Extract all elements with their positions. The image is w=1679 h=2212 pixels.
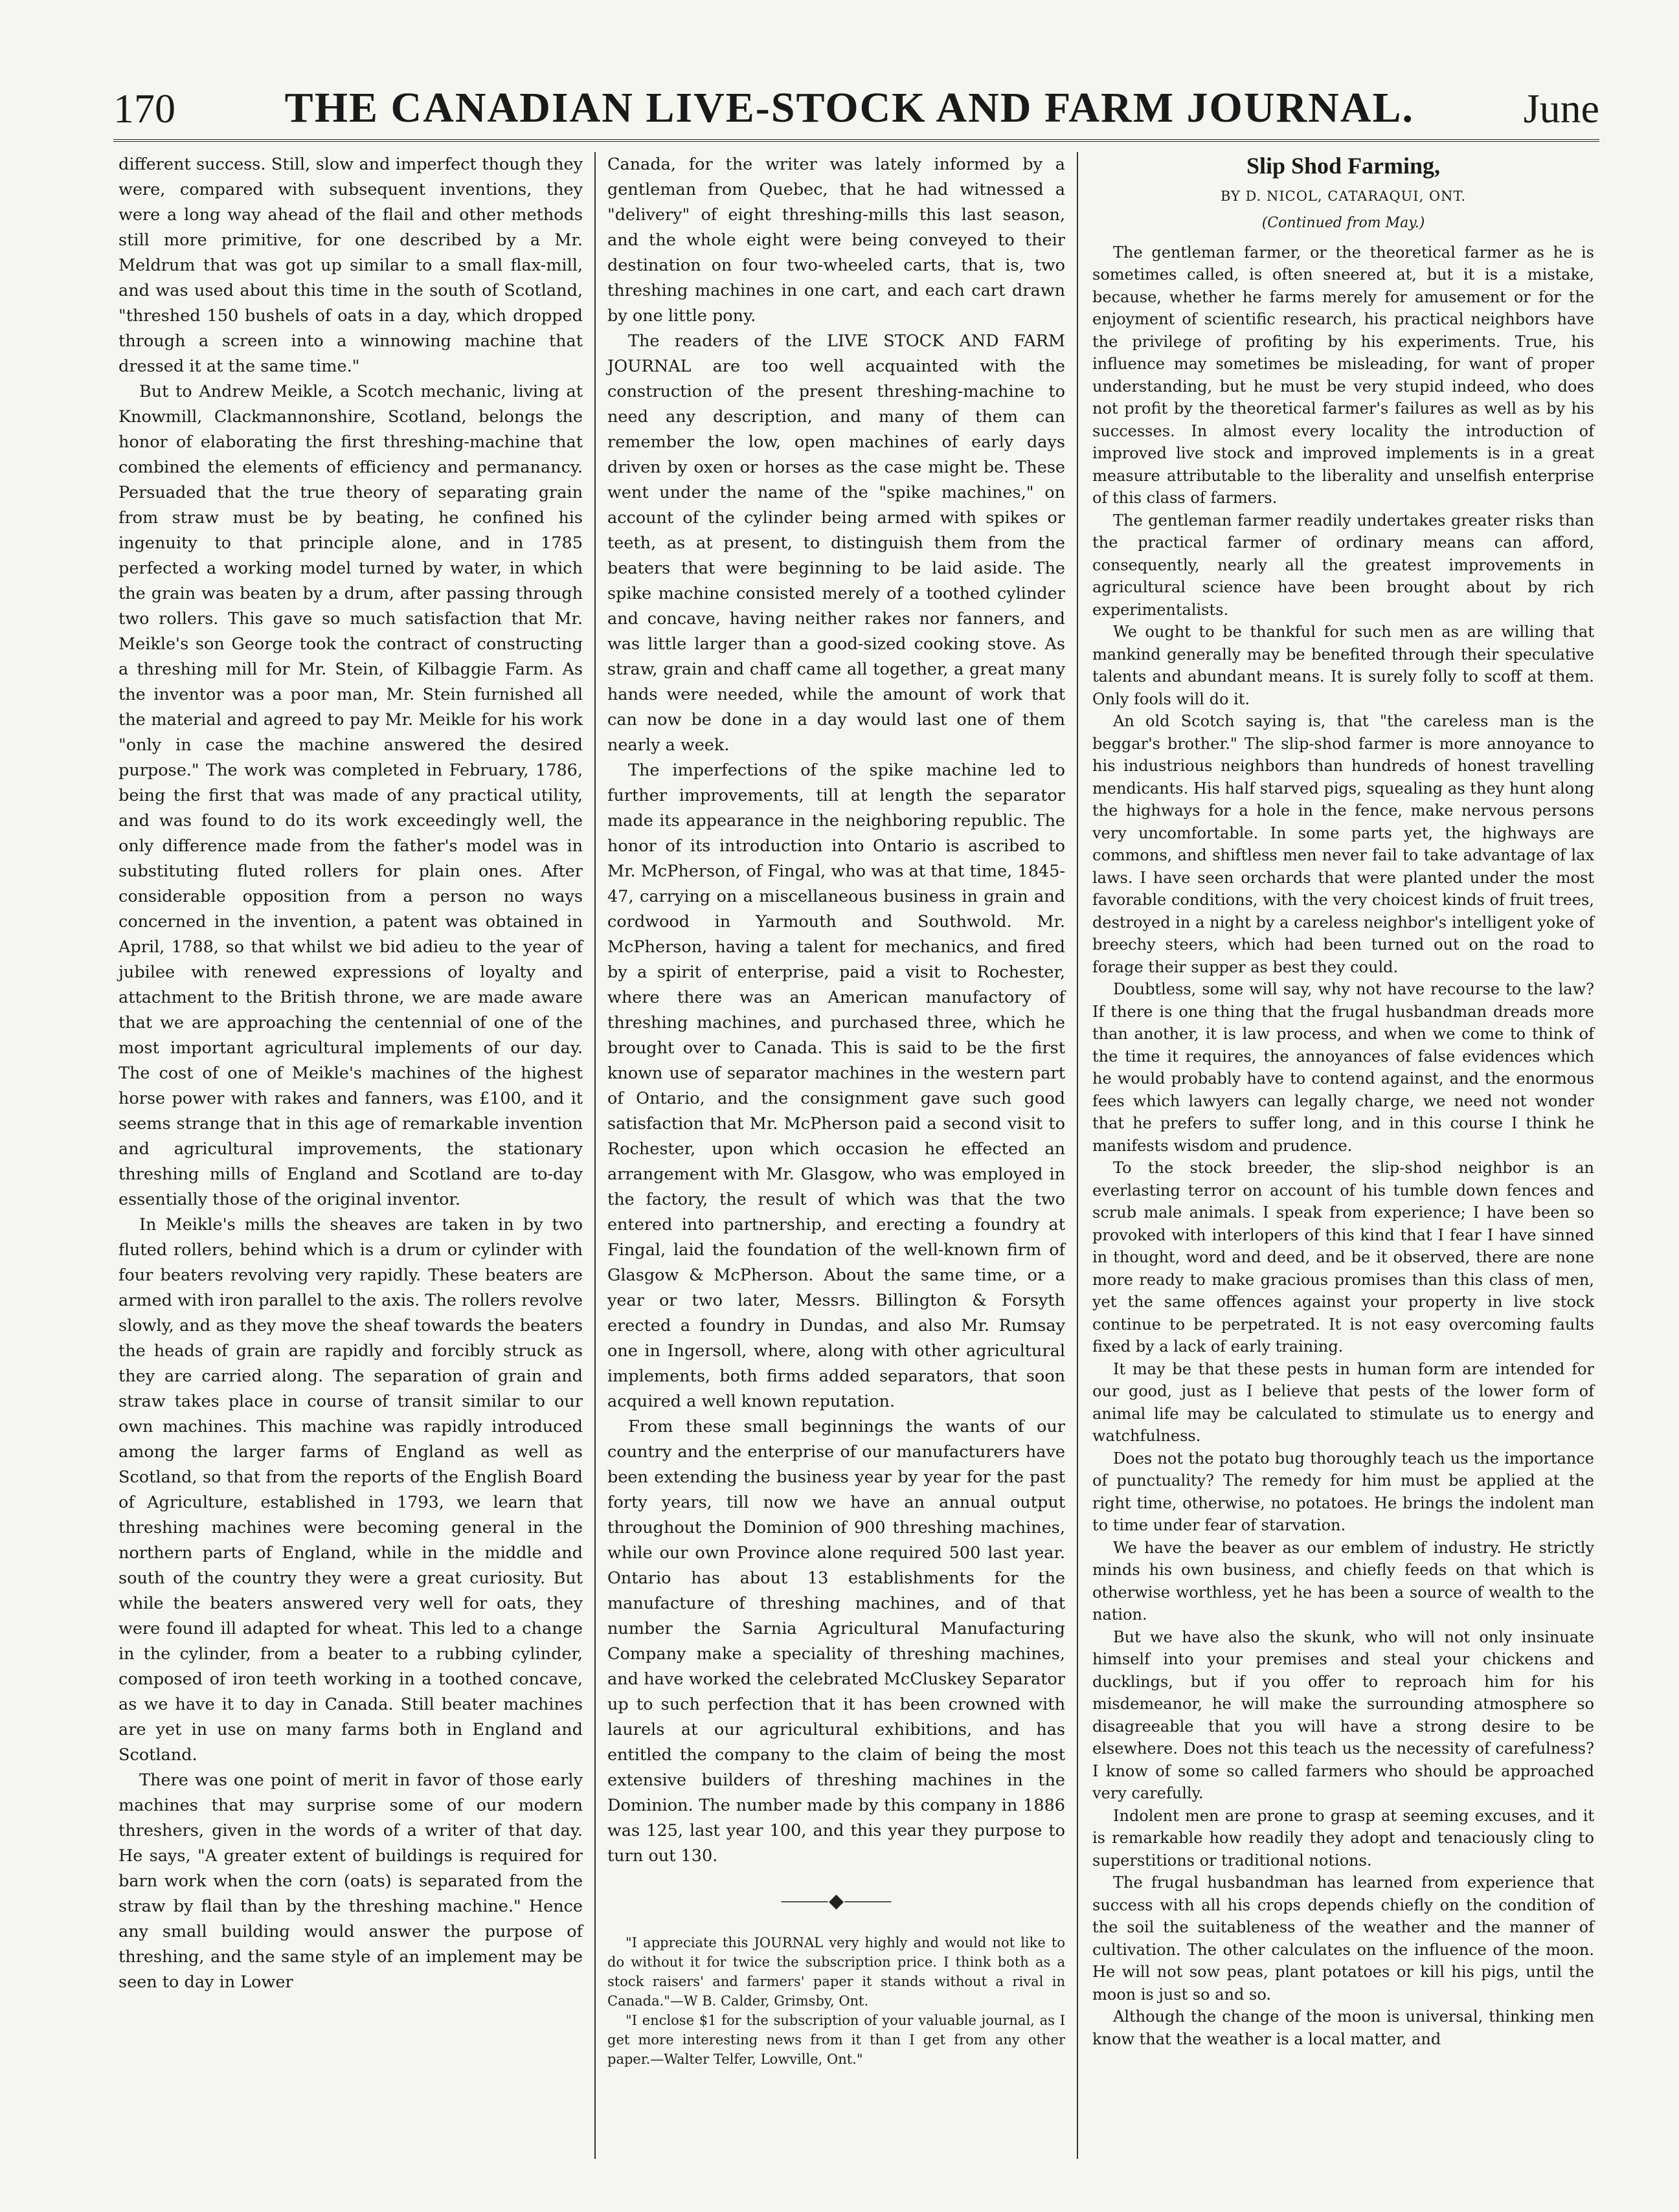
paragraph: Canada, for the writer was lately informed by a gentleman from Quebec, that he had witnessed a "delivery" of eight threshing-mills this last season, and the whole eight were being conveyed to their destination on four two-wheeled carts, that is, two threshing machines in one cart, and each cart drawn by one little pony. [607,155,1065,326]
paragraph: Doubtless, some will say, why not have recourse to the law? If there is one thing that the frugal husbandman dreads more than another, it is law process, and when we come to think of the time it requires, the annoyances of false evidences which he would probably have to contend against, and the enormous fees which lawyers can legally charge, we need not wonder that he prefers to suffer long, and in this course I think he manifests wisdom and prudence. [1092,980,1594,1155]
paragraph: In Meikle's mills the sheaves are taken in by two fluted rollers, behind which is a drum or cylinder with four beaters revolving very rapidly. These beaters are armed with iron parallel to the axis. The rollers revolve slowly, and as they move the sheaf towards the beaters the heads of grain are rapidly and forcibly struck as they are carried along. The separation of grain and straw takes place in course of transit similar to our own machines. This machine was rapidly introduced among the larger farms of England as well as Scotland, so that from the reports of the English Board of Agriculture, established in 1793, we learn that threshing machines were becoming general in the northern parts of England, while in the middle and south of the country they were a great curiosity. But while the beaters answered very well for oats, they were found ill adapted for wheat. This led to a change in the cylinder, from a beater to a rubbing cylinder, composed of iron teeth working in a toothed concave, as we have it to day in Canada. Still beater machines are yet in use on many farms both in England and Scotland. [118,1215,583,1765]
newspaper-page [113,61,1599,2165]
paragraph: The readers of the LIVE STOCK AND FARM JOURNAL are too well acquainted with the construction of the present threshing-machine to need any description, and many of them can remember the low, open machines of early days driven by oxen or horses as the case might be. These went under the name of the "spike machines," on account of the cylinder being armed with spikes or teeth, as at present, to distinguish them from the beaters that were beginning to be laid aside. The spike machine consisted merely of a toothed cylinder and concave, having neither rakes nor fanners, and was little larger than a good-sized cooking stove. As straw, grain and chaff came all together, a great many hands were needed, while the amount of work that can now be done in a day would last one of them nearly a week. [607,331,1065,755]
column-3 [1078,152,1599,2159]
paragraph: The frugal husbandman has learned from experience that success with all his crops depends chiefly on the condition of the soil the suitableness of the weather and the manner of cultivation. The other calculates on the influence of the moon. He will not sow peas, plant potatoes or kill his pigs, until the moon is just so and so. [1092,1873,1594,2004]
reader-notes [607,1933,1065,2069]
reader-note: "I enclose $1 for the subscription of your valuable journal, as I get more interesting news from it than I get from any other paper.—Walter Telfer, Lowville, Ont." [607,2013,1065,2067]
paragraph: It may be that these pests in human form are intended for our good, just as I believe that pests of the lower form of animal life may be calculated to stimulate us to energy and watchfulness. [1092,1359,1594,1445]
paragraph: To the stock breeder, the slip-shod neighbor is an everlasting terror on account of his tumble down fences and scrub male animals. I speak from experience; I have been so provoked with interlopers of this kind that I fear I have sinned in thought, word and deed, and be it observed, there are none more ready to make gracious promises than this class of men, yet the same offences against your property in live stock continue to be perpetrated. It is not easy overcoming faults fixed by a lack of early training. [1092,1159,1594,1356]
paragraph: The gentleman farmer, or the theoretical farmer as he is sometimes called, is often sneered at, but it is a mistake, because, whether he farms merely for amusement or for the enjoyment of scientific research, his practical neighbors have the privilege of profiting by his experiments. True, his influence may sometimes be misleading, for want of proper understanding, but he must be very stupid indeed, who does not profit by the theoretical farmer's failures as well as by his successes. In almost every locality the introduction of improved live stock and improved implements is in a great measure attributable to the liberality and unselfish enterprise of this class of farmers. [1092,243,1594,507]
paragraph: From these small beginnings the wants of our country and the enterprise of our manufacturers have been extending the business year by year for the past forty years, till now we have an annual output throughout the Dominion of 900 threshing machines, while our own Province alone required 500 last year. Ontario has about 13 establishments for the manufacture of threshing machines, and of that number the Sarnia Agricultural Manufacturing Company make a speciality of threshing machines, and have worked the celebrated McCluskey Separator up to such perfection that it has been crowned with laurels at our agricultural exhibitions, and has entitled the company to the claim of being the most extensive builders of threshing machines in the Dominion. The number made by this company in 1886 was 125, last year 100, and this year they purpose to turn out 130. [607,1417,1065,1866]
article-byline: BY D. NICOL, CATARAQUI, ONT. [1220,188,1467,204]
paragraph: different success. Still, slow and imperfect though they were, compared with subsequent inventions, they were a long way ahead of the flail and other methods still more primitive, for one described by a Mr. Meldrum that was got up similar to a small flax-mill, and was used about this time in the south of Scotland, "threshed 150 bushels of oats in a day, which dropped through a screen into a winnowing machine that dressed it at the same time." [118,155,583,376]
paragraph: The imperfections of the spike machine led to further improvements, till at length the separator made its appearance in the neighboring republic. The honor of its introduction into Ontario is ascribed to Mr. McPherson, of Fingal, who was at that time, 1845-47, carrying on a miscellaneous business in grain and cordwood in Yarmouth and Southwold. Mr. McPherson, having a talent for mechanics, and fired by a spirit of enterprise, paid a visit to Rochester, where there was an American manufactory of threshing machines, and purchased three, which he brought over to Canada. This is said to be the first known use of separator machines in the western part of Ontario, and the consignment gave such good satisfaction that Mr. McPherson paid a second visit to Rochester, upon which occasion he effected an arrangement with Mr. Glasgow, who was employed in the factory, the result of which was that the two entered into partnership, and erecting a foundry at Fingal, laid the foundation of the well-known firm of Glasgow & McPherson. About the same time, or a year or two later, Messrs. Billington & Forsyth erected a foundry in Dundas, and also Mr. Rumsay one in Ingersoll, where, along with other agricultural implements, both firms added separators, that soon acquired a well known reputation. [607,761,1065,1411]
reader-note: "I appreciate this JOURNAL very highly and would not like to do without it for twice the subscription price. I think both as a stock raisers' and farmers' paper it stands without a rival in Canada."—W B. Calder, Grimsby, Ont. [607,1935,1065,2009]
paragraph: But we have also the skunk, who will not only insinuate himself into your premises and steal your chickens and ducklings, but if you offer to reproach him for his misdemeanor, he will make the surrounding atmosphere so disagreeable that you will have a strong desire to be elsewhere. Does not this teach us the necessity of carefulness? I know of some so called farmers who should be approached very carefully. [1092,1627,1594,1802]
paragraph: Although the change of the moon is universal, thinking men know that the weather is a local matter, and [1092,2007,1594,2048]
paragraph: An old Scotch saying is, that "the careless man is the beggar's brother." The slip-shod farmer is more annoyance to his industrious neighbors than hundreds of honest travelling mendicants. His half starved pigs, squealing as they hunt along the highways for a hole in the fence, make nervous persons very uncomfortable. In some parts yet, the highways are commons, and shiftless men never fail to take advantage of lax laws. I have seen orchards that were planted under the most favorable conditions, with the very choicest kinds of fruit trees, destroyed in a night by a careless neighbor's intelligent yoke of breechy steers, which had been turned out on the road to forage their supper as best they could. [1092,712,1594,976]
ornamental-divider-icon: ⸻◆⸻ [780,1890,892,1912]
issue-month: June [1523,85,1599,131]
columns [113,152,1599,2159]
page-header [113,61,1599,142]
paragraph: There was one point of merit in favor of those early machines that may surprise some of our modern threshers, given in the words of a writer of that day. He says, "A greater extent of buildings is required for barn work when the corn (oats) is separated from the straw by flail than by the threshing machine." Hence any small building would answer the purpose of threshing, and the same style of an implement may be seen to day in Lower [118,1771,583,1992]
paragraph: Indolent men are prone to grasp at seeming excuses, and it is remarkable how readily they adopt and tenaciously cling to superstitions or traditional notions. [1092,1806,1594,1870]
paragraph: We have the beaver as our emblem of industry. He strictly minds his own business, and chiefly feeds on that which is otherwise worthless, yet he has been a source of wealth to the nation. [1092,1538,1594,1624]
paragraph: Does not the potato bug thoroughly teach us the importance of punctuality? The remedy for him must be applied at the right time, otherwise, no potatoes. He brings the indolent man to time under fear of starvation. [1092,1449,1594,1534]
article-title: Slip Shod Farming, [1246,153,1441,179]
journal-title: THE CANADIAN LIVE-STOCK AND FARM JOURNAL. [284,84,1415,131]
paragraph: We ought to be thankful for such men as are willing that mankind generally may be benefited through their speculative talents and abundant means. It is surely folly to scoff at them. Only fools will do it. [1092,623,1594,708]
page-number: 170 [113,85,175,131]
column-1 [113,152,596,2159]
paragraph: But to Andrew Meikle, a Scotch mechanic, living at Knowmill, Clackmannonshire, Scotland, belongs the honor of elaborating the first threshing-machine that combined the elements of efficiency and permanancy. Persuaded that the true theory of separating grain from straw must be by beating, he confined his ingenuity to that principle alone, and in 1785 perfected a working model turned by water, in which the grain was beaten by a drum, after passing through two rollers. This gave so much satisfaction that Mr. Meikle's son George took the contract of constructing a threshing mill for Mr. Stein, of Kilbaggie Farm. As the inventor was a poor man, Mr. Stein furnished all the material and agreed to pay Mr. Meikle for his work "only in case the machine answered the desired purpose." The work was completed in February, 1786, being the first that was made of any practical utility, and was found to do its work exceedingly well, the only difference made from the father's model was in substituting fluted rollers for plain ones. After considerable opposition from a person no ways concerned in the invention, a patent was obtained in April, 1788, so that whilst we bid adieu to the year of jubilee with renewed expressions of loyalty and attachment to the British throne, we are made aware that we are approaching the centennial of one of the most important agricultural implements of our day. The cost of one of Meikle's machines of the highest horse power with rakes and fanners, was £100, and it seems strange that in this age of remarkable invention and agricultural improvements, the stationary threshing mills of England and Scotland are to-day essentially those of the original inventor. [118,382,583,1209]
continued-note: (Continued from May.) [1261,215,1425,231]
paragraph: The gentleman farmer readily undertakes greater risks than the practical farmer of ordinary means can afford, consequently, nearly all the greatest improvements in agricultural science have been brought about by rich experimentalists. [1092,511,1594,619]
column-2 [596,152,1078,2159]
